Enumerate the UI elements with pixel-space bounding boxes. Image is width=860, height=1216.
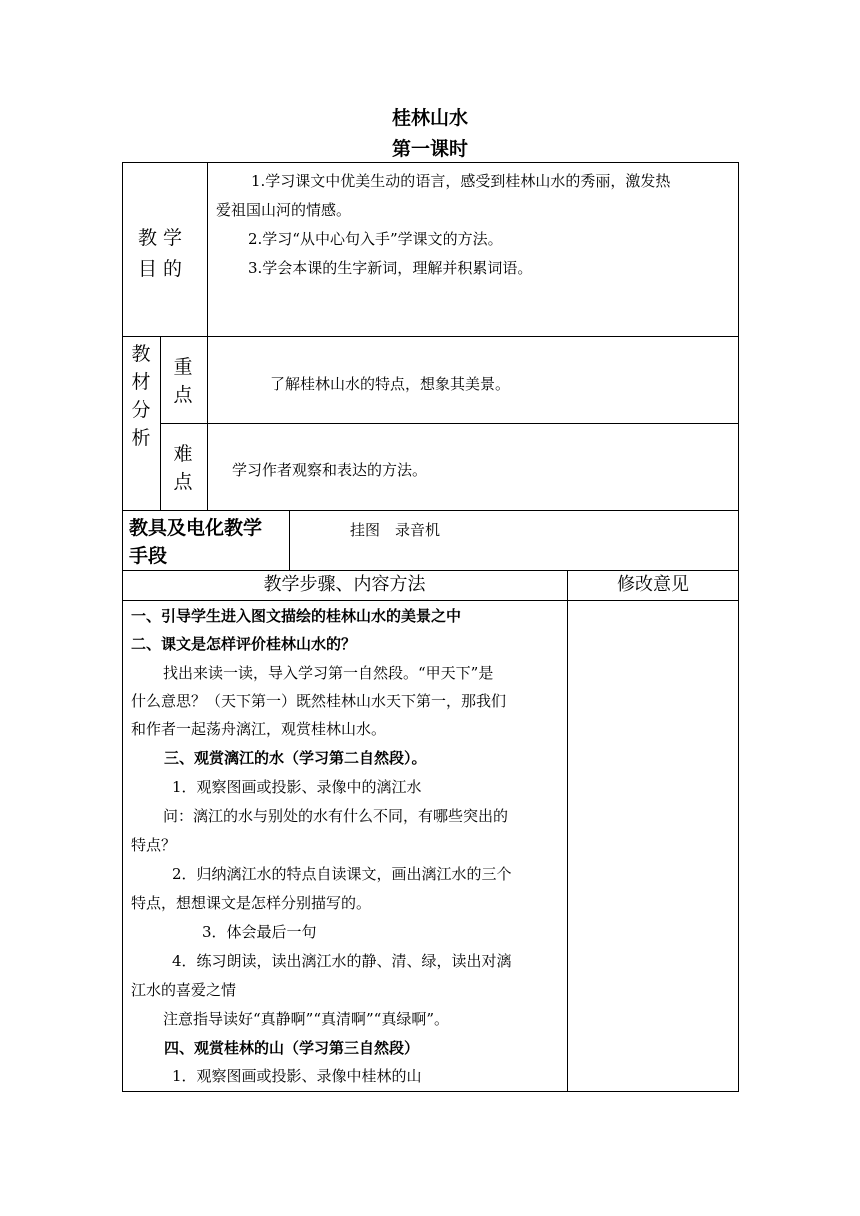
tools-label-cont: 手段 <box>129 545 168 567</box>
row-divider <box>122 336 739 337</box>
column-divider <box>567 570 568 1092</box>
step-line: 江水的喜爱之情 <box>131 981 237 999</box>
step-line: 1．观察图画或投影、录像中桂林的山 <box>172 1067 422 1085</box>
comment-header: 修改意见 <box>617 574 689 595</box>
step-line: 注意指导读好“真静啊”“真清啊”“真绿啊”。 <box>163 1010 450 1028</box>
step-line: 三、观赏漓江的水（学习第二自然段）。 <box>164 749 427 767</box>
step-line: 4．练习朗读，读出漓江水的静、清、绿，读出对漓 <box>172 952 512 970</box>
row-divider <box>160 423 739 424</box>
row-divider <box>122 510 739 511</box>
lesson-subtitle: 第一课时 <box>391 138 468 160</box>
objectives-label-top: 教 学 <box>138 227 183 249</box>
key-point-text: 了解桂林山水的特点，想象其美景。 <box>270 375 511 393</box>
key-point-label: 重点 <box>173 356 193 406</box>
tools-text: 挂图 录音机 <box>350 521 441 539</box>
step-line: 特点？ <box>131 836 177 854</box>
step-line: 问：漓江的水与别处的水有什么不同，有哪些突出的 <box>163 807 509 825</box>
column-divider <box>160 336 161 510</box>
step-line: 一、引导学生进入图文描绘的桂林山水的美景之中 <box>131 607 462 625</box>
difficulty-label: 难点 <box>173 443 193 493</box>
column-divider <box>289 510 290 570</box>
step-line: 四、观赏桂林的山（学习第三自然段） <box>164 1039 420 1057</box>
step-line: 什么意思？（天下第一）既然桂林山水天下第一，那我们 <box>131 692 507 710</box>
step-line: 2．归纳漓江水的特点自读课文，画出漓江水的三个 <box>172 865 512 883</box>
page-title: 桂林山水 <box>391 107 468 129</box>
objective-line: 3.学会本课的生字新词，理解并积累词语。 <box>248 259 533 277</box>
tools-label: 教具及电化教学 <box>129 517 263 539</box>
difficulty-text: 学习作者观察和表达的方法。 <box>232 461 428 479</box>
step-line: 特点，想想课文是怎样分别描写的。 <box>131 894 372 912</box>
step-line: 和作者一起荡舟漓江，观赏桂林山水。 <box>131 720 387 738</box>
step-line: 二、课文是怎样评价桂林山水的？ <box>131 635 357 653</box>
analysis-label: 教材分析 <box>131 343 151 449</box>
row-divider <box>122 600 739 601</box>
step-line: 找出来读一读，导入学习第一自然段。“甲天下”是 <box>163 664 494 682</box>
objective-line: 1.学习课文中优美生动的语言，感受到桂林山水的秀丽，激发热 <box>251 172 671 190</box>
step-line: 1．观察图画或投影、录像中的漓江水 <box>172 778 422 796</box>
objectives-label-bottom: 目 的 <box>138 258 183 280</box>
objective-line: 2.学习“从中心句入手”学课文的方法。 <box>248 230 503 248</box>
step-line: 3．体会最后一句 <box>202 923 317 941</box>
column-divider <box>207 336 208 510</box>
column-divider <box>207 162 208 336</box>
objective-line: 爱祖国山河的情感。 <box>216 201 352 219</box>
steps-header: 教学步骤、内容方法 <box>263 574 426 595</box>
